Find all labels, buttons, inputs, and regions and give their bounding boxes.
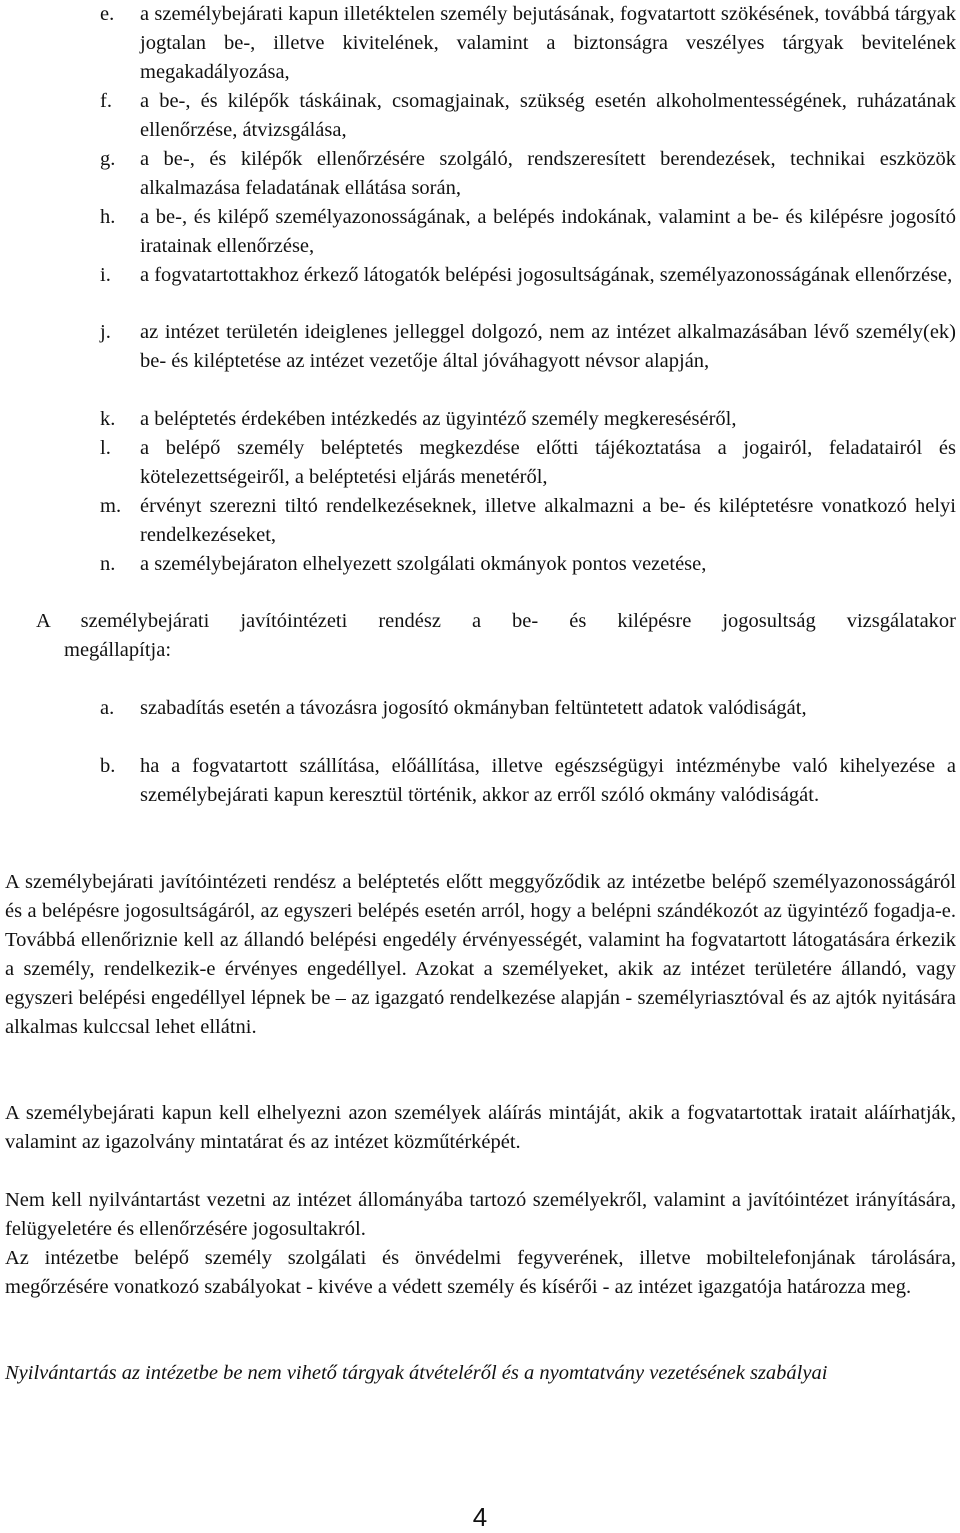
list-item-g: [100, 145, 956, 203]
list-item-text: az intézet területén ideiglenes jelleggel dolgozó, nem az intézet alkalmazásában lévő személy(ek) be- és kiléptetése az intézet vezetője által jóváhagyott névsor alapján,: [140, 321, 956, 372]
list-item-text: a fogvatartottakhoz érkező látogatók belépési jogosultságának, személyazonosságának ellenőrzése,: [140, 264, 953, 286]
section-heading: Nyilvántartás az intézetbe be nem vihető tárgyak átvételéről és a nyomtatvány vezetésének szabályai: [5, 1362, 828, 1384]
paragraph-verification: A személybejárati javítóintézeti rendész a beléptetés előtt meggyőződik az intézetbe belépő személyazonosságáról és a belépésre jogosultságáról, az egyszeri belépés esetén arról, hogy a belépni szándékozót az ügyintéző fogadja-e. Továbbá ellenőriznie kell az állandó belépési engedély érvényességét, valamint ha fogvatartott látogatására érkezik a személy, rendelkezik-e érvényes engedéllyel. Azokat a személyeket, akik az intézet területére állandó, vagy egyszeri belépési engedéllyel lépnek be – az igazgató rendelkezése alapján - személyriasztóval és az ajtók nyitására alkalmas kulccsal lehet ellátni.: [5, 871, 956, 1038]
list-item-k: [100, 405, 956, 434]
list-item-text: a be-, és kilépők táskáinak, csomagjainak, szükség esetén alkoholmentességének, ruházatának ellenőrzése, átvizsgálása,: [140, 90, 956, 141]
paragraph-no-registry: Nem kell nyilvántartást vezetni az intézet állományába tartozó személyekről, valamint a javítóintézet irányítására, felügyeletére és ellenőrzésére jogosultakról.: [5, 1189, 956, 1240]
list-item-label: b.: [100, 755, 116, 777]
list-item-text: ha a fogvatartott szállítása, előállítása, illetve egészségügyi intézménybe való kihelyezése a személybejárati kapun keresztül történik, akkor az erről szóló okmány valódiságát.: [140, 755, 956, 806]
list-item-m: [100, 492, 956, 550]
list-item-text: a személybejárati kapun illetéktelen személy bejutásának, fogvatartott szökésének, továbbá tárgyak jogtalan be-, illetve kivitelének, valamint a biztonságra veszélyes tárgyak bevitelének megakadályozása,: [140, 3, 956, 83]
paragraph-signature-samples: A személybejárati kapun kell elhelyezni azon személyek aláírás mintáját, akik a fogvatartottak iratait aláírhatják, valamint az igazolvány mintatárat és az intézet közműtérképét.: [5, 1102, 956, 1153]
list-item-label: j.: [100, 321, 111, 343]
list-item-label: h.: [100, 206, 116, 228]
list-item-h: [100, 203, 956, 261]
paragraph-weapons-storage: Az intézetbe belépő személy szolgálati és önvédelmi fegyverének, illetve mobiltelefonjának tárolására, megőrzésére vonatkozó szabályokat - kivéve a védett személy és kísérői - az intézet igazgatója határozza meg.: [5, 1247, 956, 1298]
list-item-text: a belépő személy beléptetés megkezdése előtti tájékoztatása a jogairól, feladatairól és kötelezettségeiről, a beléptetési eljárás menetéről,: [140, 437, 956, 488]
list-item-label: l.: [100, 437, 111, 459]
list-item-label: m.: [100, 495, 122, 517]
intro-paragraph: [36, 607, 956, 665]
list-item-b: [100, 752, 956, 810]
list-item-text: a be-, és kilépők ellenőrzésére szolgáló, rendszeresített berendezések, technikai eszközök alkalmazása feladatának ellátása során,: [140, 148, 956, 199]
list-item-text: szabadítás esetén a távozásra jogosító okmányban feltüntetett adatok valódiságát,: [140, 697, 807, 719]
list-item-f: [100, 87, 956, 145]
list-item-text: érvényt szerezni tiltó rendelkezéseknek, illetve alkalmazni a be- és kiléptetésre vonatkozó helyi rendelkezéseket,: [140, 495, 956, 546]
list-item-label: n.: [100, 553, 116, 575]
list-item-text: a személybejáraton elhelyezett szolgálati okmányok pontos vezetése,: [140, 553, 707, 575]
intro-line-2: megállapítja:: [64, 639, 172, 661]
list-item-text: a beléptetés érdekében intézkedés az ügyintéző személy megkereséséről,: [140, 408, 737, 430]
list-item-label: e.: [100, 3, 115, 25]
list-item-a: [100, 694, 956, 723]
list-item-n: [100, 550, 956, 579]
list-item-text: a be-, és kilépő személyazonosságának, a belépés indokának, valamint a be- és kilépésre jogosító iratainak ellenőrzése,: [140, 206, 956, 257]
list-item-i: [100, 261, 956, 290]
list-item-e: [100, 0, 956, 87]
list-item-l: [100, 434, 956, 492]
list-item-label: g.: [100, 148, 116, 170]
page-number: 4: [472, 1502, 488, 1532]
list-item-label: i.: [100, 264, 111, 286]
list-item-label: f.: [100, 90, 112, 112]
list-item-j: [100, 318, 956, 376]
list-item-label: a.: [100, 697, 115, 719]
list-item-label: k.: [100, 408, 116, 430]
intro-line-1: A személybejárati javítóintézeti rendész a be- és kilépésre jogosultság vizsgálatakor: [36, 610, 956, 632]
